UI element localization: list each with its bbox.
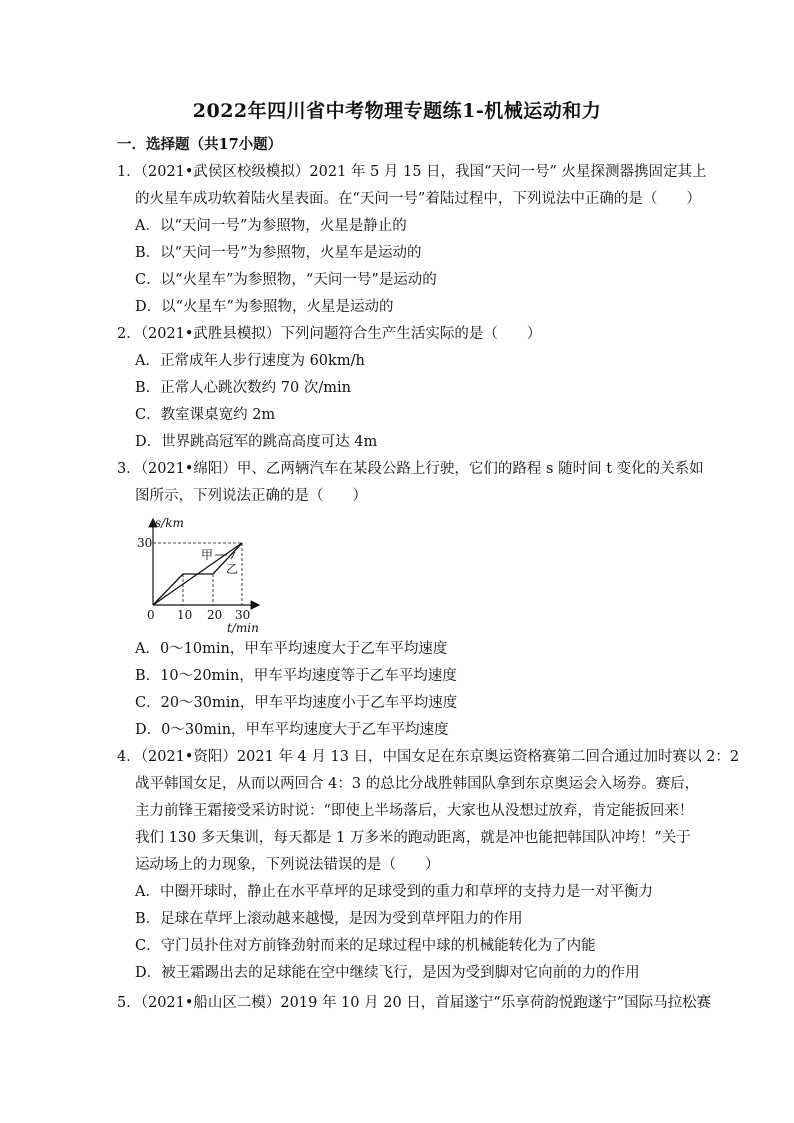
question-1-option-a: A．以“天问一号”为参照物，火星是静止的 bbox=[135, 218, 407, 234]
question-4-stem-cont-2: 主力前锋王霜接受采访时说：“即使上半场落后，大家也从没想过放弃，肯定能扳回来！ bbox=[135, 803, 694, 819]
question-2-option-c: C．教室课桌宽约 2m bbox=[135, 407, 276, 423]
x-tick-10: 10 bbox=[177, 608, 193, 622]
question-1-option-b: B．以“天问一号”为参照物，火星车是运动的 bbox=[135, 245, 422, 261]
label-yi: 乙 bbox=[226, 562, 239, 576]
question-4-stem: 4．（2021•资阳）2021 年 4 月 13 日，中国女足在东京奥运资格赛第二回合通过加时赛以 2：2 bbox=[117, 749, 740, 765]
y-axis-label: s/km bbox=[155, 516, 184, 530]
graph-svg bbox=[135, 515, 270, 635]
question-1-stem: 1．（2021•武侯区校级模拟）2021 年 5 月 15 日，我国“天问一号” 火星探测器携固定其上 bbox=[117, 164, 707, 180]
section-heading: 一．选择题（共17小题） bbox=[117, 136, 283, 153]
x-axis-label: t/min bbox=[227, 621, 259, 635]
x-tick-20: 20 bbox=[207, 608, 223, 622]
question-3-option-c: C．20～30min，甲车平均速度小于乙车平均速度 bbox=[135, 695, 458, 711]
question-4-stem-cont-4: 运动场上的力现象，下列说法错误的是（ ） bbox=[135, 857, 440, 873]
x-tick-30: 30 bbox=[235, 608, 251, 622]
question-4-option-c: C．守门员扑住对方前锋劲射而来的足球过程中球的机械能转化为了内能 bbox=[135, 938, 596, 954]
question-2-option-d: D．世界跳高冠军的跳高高度可达 4m bbox=[135, 434, 378, 450]
question-4-stem-cont-3: 我们 130 多天集训，每天都是 1 万多米的跑动距离，就是冲也能把韩国队冲垮！”关于 bbox=[135, 830, 691, 846]
question-2-option-a: A．正常成年人步行速度为 60km/h bbox=[135, 353, 365, 369]
question-1-option-d: D．以“火星车”为参照物，火星是运动的 bbox=[135, 299, 394, 315]
question-4-option-b: B．足球在草坪上滚动越来越慢，是因为受到草坪阻力的作用 bbox=[135, 911, 523, 927]
question-2-option-b: B．正常人心跳次数约 70 次/min bbox=[135, 380, 351, 396]
question-4-stem-cont-1: 战平韩国女足，从而以两回合 4：3 的总比分战胜韩国队拿到东京奥运会入场券。赛后， bbox=[135, 776, 700, 792]
document-title: 2022年四川省中考物理专题练1-机械运动和力 bbox=[192, 100, 602, 122]
label-jia: 甲 bbox=[201, 548, 214, 562]
x-tick-0: 0 bbox=[147, 608, 155, 622]
question-3-option-a: A．0～10min，甲车平均速度大于乙车平均速度 bbox=[135, 641, 448, 657]
y-tick-30: 30 bbox=[137, 536, 153, 550]
question-3-stem-cont: 图所示，下列说法正确的是（ ） bbox=[135, 488, 367, 504]
question-5-stem: 5．（2021•船山区二模）2019 年 10 月 20 日，首届遂宁“乐享荷韵悦跑遂宁”国际马拉松赛 bbox=[117, 995, 712, 1011]
question-3-option-b: B．10～20min，甲车平均速度等于乙车平均速度 bbox=[135, 668, 457, 684]
question-1-option-c: C．以“火星车”为参照物，“天问一号”是运动的 bbox=[135, 272, 437, 288]
question-4-option-a: A．中圈开球时，静止在水平草坪的足球受到的重力和草坪的支持力是一对平衡力 bbox=[135, 884, 653, 900]
question-3-stem: 3．（2021•绵阳）甲、乙两辆汽车在某段公路上行驶，它们的路程 s 随时间 t 变化的关系如 bbox=[117, 461, 704, 477]
question-3-option-d: D．0～30min，甲车平均速度大于乙车平均速度 bbox=[135, 722, 449, 738]
question-1-stem-cont: 的火星车成功软着陆火星表面。在“天问一号”着陆过程中，下列说法中正确的是（ ） bbox=[135, 191, 701, 207]
distance-time-graph bbox=[135, 515, 270, 635]
question-4-option-d: D．被王霜踢出去的足球能在空中继续飞行，是因为受到脚对它向前的力的作用 bbox=[135, 965, 640, 981]
question-2-stem: 2．（2021•武胜县模拟）下列问题符合生产生活实际的是（ ） bbox=[117, 326, 542, 342]
